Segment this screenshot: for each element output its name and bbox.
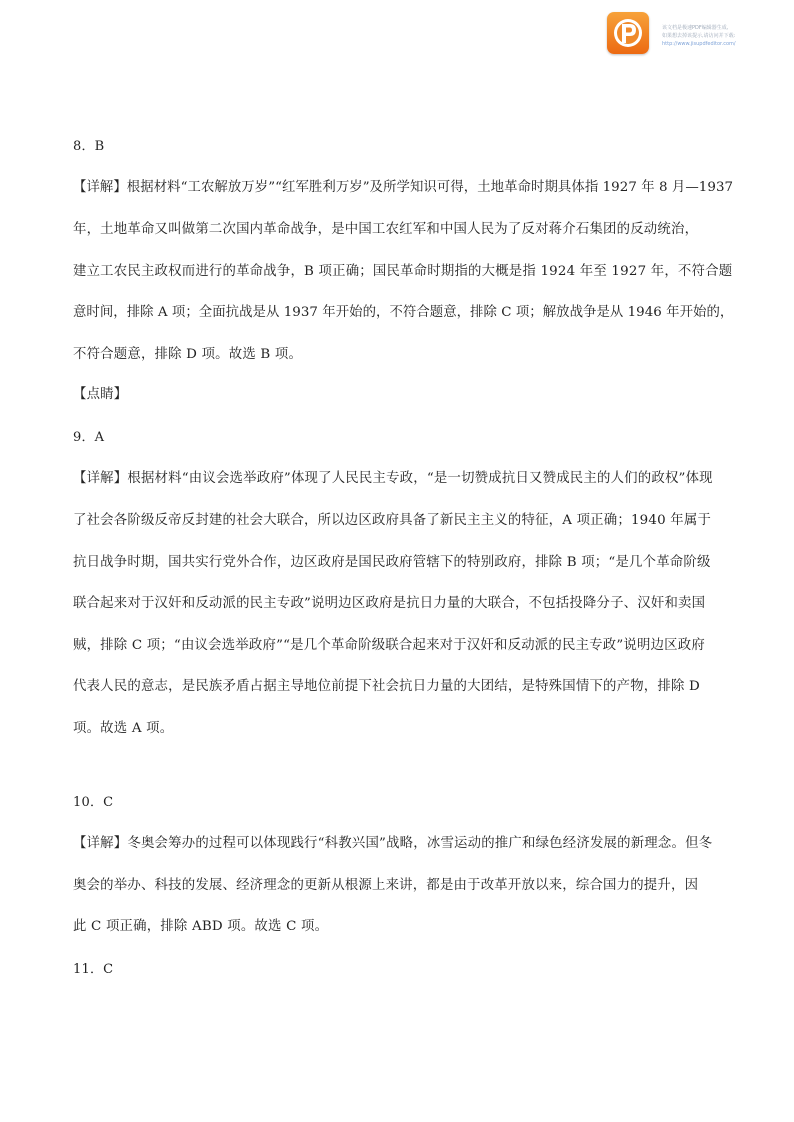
watermark-line-1: 该文档是极速PDF编辑器生成, [662, 25, 729, 31]
question-8-detail-line: 建立工农民主政权而进行的革命战争，B 项正确；国民革命时期指的大概是指 1924 年至 1927 年，不符合题 [73, 264, 733, 279]
question-9-detail-line: 贼，排除 C 项；“由议会选举政府”“是几个革命阶级联合起来对于汉奸和反动派的民主专政”说明边区政府 [73, 638, 705, 653]
question-9-detail-line: 项。故选 A 项。 [73, 721, 174, 736]
watermark-link[interactable]: http://www.jisupdfeditor.com/ [662, 41, 736, 47]
question-10-detail-line: 奥会的举办、科技的发展、经济理念的更新从根源上来讲，都是由于改革开放以来，综合国力的提升，因 [73, 878, 699, 893]
question-9-detail-line: 了社会各阶级反帝反封建的社会大联合，所以边区政府具备了新民主主义的特征，A 项正确；1940 年属于 [73, 513, 712, 528]
question-8-detail-line: 不符合题意，排除 D 项。故选 B 项。 [73, 347, 303, 362]
question-9-header: 9．A [73, 430, 105, 445]
watermark-text [662, 24, 787, 48]
question-9-detail-line: 代表人民的意志，是民族矛盾占据主导地位前提下社会抗日力量的大团结，是特殊国情下的产物，排除 D [73, 679, 700, 694]
pdf-editor-watermark [607, 12, 787, 60]
question-8-header: 8．B [73, 139, 105, 154]
question-10-detail-line: 【详解】冬奥会筹办的过程可以体现践行“科教兴国”战略，冰雪运动的推广和绿色经济发展的新理念。但冬 [73, 836, 713, 851]
watermark-line-2: 如果想去掉该提示,请访问并下载: [662, 33, 736, 39]
question-8-tip-heading: 【点睛】 [73, 387, 128, 402]
question-11-header: 11．C [73, 962, 114, 977]
question-8-detail-line: 年，土地革命又叫做第二次国内革命战争，是中国工农红军和中国人民为了反对蒋介石集团的反动统治， [73, 222, 699, 237]
question-8-detail-line: 意时间，排除 A 项；全面抗战是从 1937 年开始的，不符合题意，排除 C 项；解放战争是从 1946 年开始的， [73, 305, 734, 320]
question-9-detail-line: 联合起来对于汉奸和反动派的民主专政”说明边区政府是抗日力量的大联合，不包括投降分子、汉奸和卖国 [73, 596, 706, 611]
question-9-detail-line: 【详解】根据材料“由议会选举政府”体现了人民民主专政，“是一切赞成抗日又赞成民主的人们的政权”体现 [73, 471, 713, 486]
question-8-detail-line: 【详解】根据材料“工农解放万岁”“红军胜利万岁”及所学知识可得，土地革命时期具体指 1927 年 8 月—1937 [73, 180, 734, 195]
question-10-detail-line: 此 C 项正确，排除 ABD 项。故选 C 项。 [73, 919, 329, 934]
question-10-header: 10．C [73, 795, 114, 810]
pdf-editor-logo-icon [607, 12, 649, 54]
question-9-detail-line: 抗日战争时期，国共实行党外合作，边区政府是国民政府管辖下的特别政府，排除 B 项；“是几个革命阶级 [73, 555, 711, 570]
